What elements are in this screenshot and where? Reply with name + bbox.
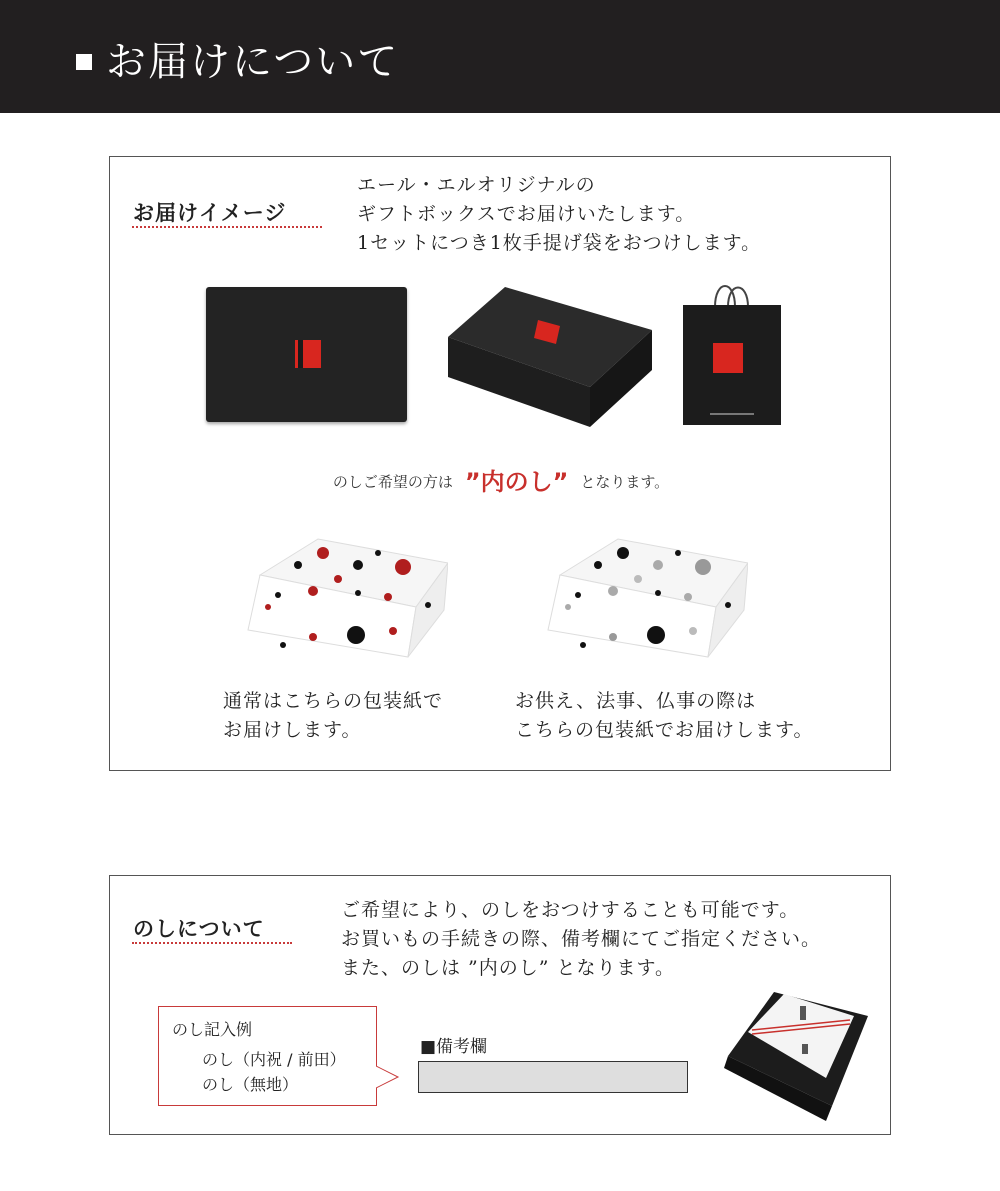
example-item: のし（無地） (202, 1075, 299, 1094)
gift-box-angle-view (440, 282, 655, 432)
page-title: お届けについて (106, 39, 400, 85)
noshi-gift-box-image (722, 986, 870, 1124)
noshi-example-box (158, 1006, 377, 1106)
caption-line: お供え、法事、仏事の際は (515, 690, 757, 712)
noshi-panel (109, 875, 891, 1135)
delivery-intro (357, 171, 761, 258)
noshi-note-accent: ”内のし” (464, 468, 569, 496)
delivery-heading: お届けイメージ (133, 201, 287, 225)
heading-underline (132, 226, 322, 228)
intro-line: 1セットにつき1枚手提げ袋をおつけします。 (357, 232, 762, 254)
intro-line: お買いもの手続きの際、備考欄にてご指定ください。 (341, 928, 822, 950)
square-bullet-icon (76, 54, 92, 70)
example-title: のし記入例 (172, 1020, 253, 1039)
heading-underline (132, 942, 292, 944)
caption-line: お届けします。 (223, 719, 362, 741)
intro-line: ご希望により、のしをおつけすることも可能です。 (341, 899, 800, 921)
noshi-intro (341, 896, 821, 983)
remarks-label: ■備考欄 (420, 1037, 488, 1057)
page-header (0, 0, 1000, 113)
speech-pointer-icon (376, 1066, 400, 1088)
caption-normal (223, 687, 443, 745)
gift-box-top-view (206, 287, 407, 422)
brand-logo (295, 340, 321, 368)
caption-line: こちらの包装紙でお届けします。 (515, 719, 814, 741)
noshi-note-text: のしご希望の方は (332, 473, 453, 491)
delivery-image-panel (109, 156, 891, 771)
wrapping-paper-buddhist-image (538, 535, 748, 685)
noshi-heading: のしについて (133, 917, 265, 941)
wrapping-paper-normal-image (238, 535, 448, 685)
noshi-note-text: となります。 (580, 473, 670, 491)
intro-line: ギフトボックスでお届けいたします。 (357, 203, 696, 225)
caption-buddhist (515, 687, 813, 745)
intro-line: エール・エルオリジナルの (357, 174, 596, 196)
example-item: のし（内祝 / 前田） (202, 1050, 346, 1069)
remarks-field (418, 1061, 688, 1093)
intro-line: また、のしは ”内のし” となります。 (341, 957, 675, 979)
noshi-note (110, 462, 892, 497)
shopping-bag-image (680, 285, 784, 427)
caption-line: 通常はこちらの包装紙で (223, 690, 444, 712)
